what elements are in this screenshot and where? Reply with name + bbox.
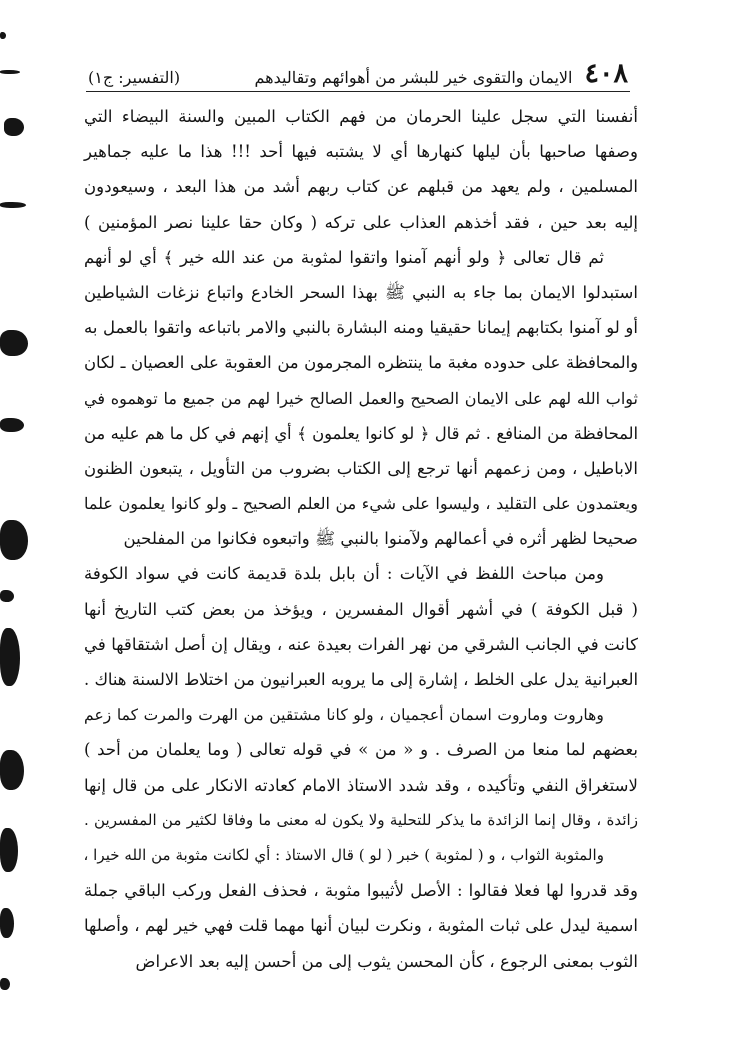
scan-edge-mark — [0, 828, 18, 872]
paragraph — [84, 99, 638, 240]
text-line: صحيحا لظهر أثره في أعمالهم ولآمنوا بالنبي ﷺ واتبعوه فكانوا من المفلحين — [123, 529, 638, 549]
text-line: وصفها صاحبها بأن ليلها كنهارها أي لا يشتبه فيها أحد !!! هذا ما عليه جماهير — [84, 142, 638, 162]
text-line: ثواب الله لهم على الايمان الصحيح والعمل الصالح خيرا لهم من جميع ما توهموه في — [84, 388, 638, 408]
text-line: بعضهم لما منعا من الصرف . و « من » في قوله تعالى ( وما يعلمان من أحد ) — [84, 740, 638, 760]
text-line: وقد قدروا لها فعلا فقالوا : الأصل لأثيبوا مثوبة ، فحذف الفعل وركب الباقي جملة — [84, 881, 638, 901]
scan-edge-mark — [0, 908, 14, 938]
text-line: والمثوبة الثواب ، و ( لمثوبة ) خبر ( لو ) قال الاستاذ : أي لكانت مثوبة من الله خيرا ، — [83, 845, 604, 864]
scan-edge-mark — [0, 590, 14, 602]
header-rule — [86, 91, 630, 92]
scan-edge-mark — [0, 418, 24, 432]
paragraph — [84, 240, 638, 557]
text-line: زائدة ، وقال إنما الزائدة ما يذكر للتحلية ولا يكون له معنى ما وفاقا لكثير من المفسرين . — [84, 810, 638, 829]
text-line: العبرانية يدل على الخلط ، إشارة إلى ما يروبه العبرانيون من اختلاط الالسنة هناك . — [84, 670, 638, 689]
text-line: ومن مباحث اللفظ في الآيات : أن بابل بلدة قديمة كانت في سواد الكوفة — [84, 564, 604, 584]
text-line: وهاروت وماروت اسمان أعجميان ، ولو كانا مشتقين من الهرت والمرت كما زعم — [84, 705, 604, 725]
text-line: أنفسنا التي سجل علينا الحرمان من فهم الكتاب المبين والسنة البيضاء التي — [84, 107, 638, 126]
scan-edge-mark — [0, 32, 6, 39]
text-line: ( قبل الكوفة ) في أشهر أقوال المفسرين ، ويؤخذ من بعض كتب التاريخ أنها — [84, 599, 638, 619]
paragraph — [84, 697, 638, 838]
text-line: أو لو آمنوا بكتابهم إيمانا حقيقيا ومنه البشارة بالنبي والامر باتباعه واتقوا بالعمل به — [84, 318, 638, 338]
scan-edge-mark — [0, 628, 20, 686]
body-text — [84, 99, 638, 979]
text-line: الثوب بمعنى الرجوع ، كأن المحسن يثوب إلى من أحسن إليه بعد الاعراض — [135, 951, 638, 971]
scan-edge-mark — [0, 978, 10, 990]
text-line: كانت في الجانب الشرقي من نهر الفرات بعيدة عنه ، ويقال إن أصل اشتقاقها في — [84, 634, 638, 654]
running-title: الايمان والتقوى خير للبشر من أهوائهم وتقاليدهم — [254, 68, 573, 87]
text-line: ويعتمدون على التقليد ، وليسوا على شيء من العلم الصحيح ـ ولو كانوا يعلمون علما — [84, 494, 638, 514]
paragraph — [84, 556, 638, 697]
book-name: (التفسير: ج١) — [88, 68, 181, 87]
scan-edge-mark — [0, 520, 28, 560]
text-line: لاستغراق النفي وتأكيده ، وقد شدد الاستاذ الامام كعادته الانكار على من قال إنها — [84, 775, 638, 795]
scan-edge-mark — [0, 750, 24, 790]
scan-edge-mark — [0, 70, 20, 74]
text-line: اسمية ليدل على ثبات المثوبة ، ونكرت لبيان أنها مهما قلت فهي خير لهم ، وأصلها — [84, 916, 638, 936]
text-line: إليه بعد حين ، فقد أخذهم العذاب على تركه ( وكان حقا علينا نصر المؤمنين ) — [84, 212, 638, 232]
text-line: المحافظة من المنافع . ثم قال ﴿ لو كانوا يعلمون ﴾ أي إنهم في كل ما هم عليه من — [84, 423, 638, 443]
scan-edge-mark — [4, 118, 24, 136]
text-line: والمحافظة على حدوده مغبة ما ينتظره المجرمون من العقوبة على العصيان ـ لكان — [84, 353, 638, 373]
text-line: الاباطيل ، ومن زعمهم أنها ترجع إلى الكتاب بضروب من التأويل ، يتبعون الظنون — [84, 458, 638, 478]
text-line: المسلمين ، ولم يعهد من قبلهم عن كتاب ربهم أشد من هذا البعد ، وسيعودون — [84, 177, 638, 197]
paragraph — [84, 838, 638, 979]
page-number: ٤٠٨ — [584, 58, 628, 89]
scan-edge-mark — [0, 330, 28, 356]
page-header — [88, 58, 628, 88]
text-line: استبدلوا الايمان بما جاء به النبي ﷺ بهذا السحر الخادع واتباع نزغات الشياطين — [84, 282, 638, 302]
text-line: ثم قال تعالى ﴿ ولو أنهم آمنوا واتقوا لمثوبة من عند الله خير ﴾ أي لو أنهم — [84, 247, 604, 267]
scan-edge-mark — [0, 202, 26, 208]
